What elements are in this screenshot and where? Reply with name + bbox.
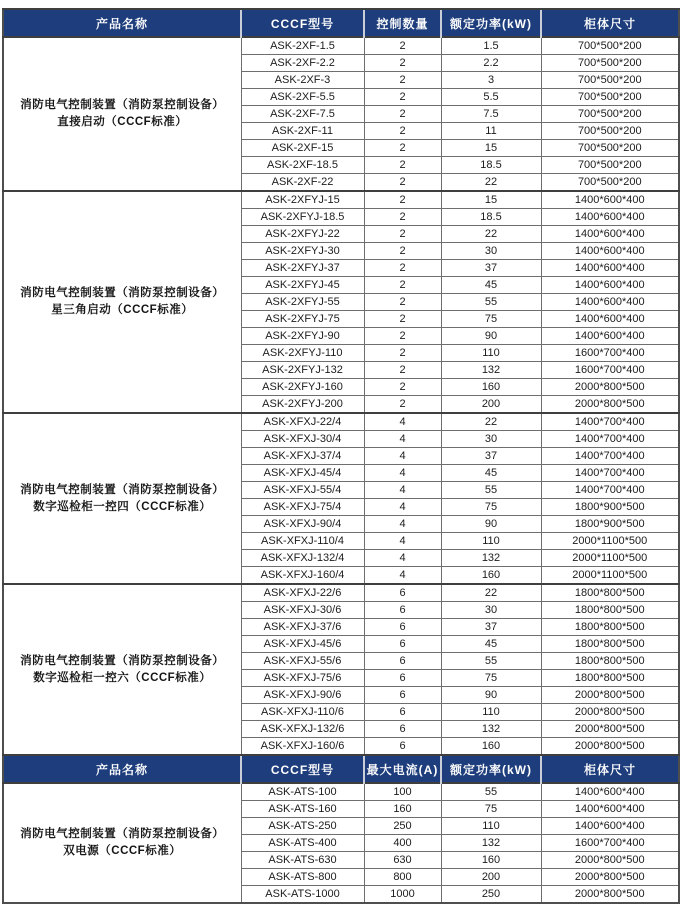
model-cell: ASK-ATS-1000 xyxy=(241,886,364,904)
cabinet-size-cell: 1400*600*400 xyxy=(541,294,679,311)
cabinet-size-cell: 1800*800*500 xyxy=(541,653,679,670)
product-name-line: 消防电气控制装置（消防泵控制设备） xyxy=(20,287,225,299)
product-name-cell xyxy=(3,584,241,755)
power-cell: 90 xyxy=(441,328,541,345)
quantity-cell: 6 xyxy=(364,619,441,636)
model-cell: ASK-2XFYJ-55 xyxy=(241,294,364,311)
quantity-cell: 400 xyxy=(364,835,441,852)
cabinet-size-cell: 1400*600*400 xyxy=(541,311,679,328)
power-cell: 45 xyxy=(441,636,541,653)
product-spec-table xyxy=(2,8,680,904)
quantity-cell: 2 xyxy=(364,174,441,192)
quantity-cell: 2 xyxy=(364,294,441,311)
model-cell: ASK-2XFYJ-75 xyxy=(241,311,364,328)
power-cell: 3 xyxy=(441,72,541,89)
power-cell: 5.5 xyxy=(441,89,541,106)
table-row xyxy=(3,37,679,55)
model-cell: ASK-2XFYJ-45 xyxy=(241,277,364,294)
quantity-cell: 250 xyxy=(364,818,441,835)
product-name-line: 双电源（CCCF标准） xyxy=(63,845,182,857)
quantity-cell: 6 xyxy=(364,687,441,704)
cabinet-size-cell: 1400*700*400 xyxy=(541,482,679,499)
column-header: 产品名称 xyxy=(3,755,241,783)
table-row xyxy=(3,783,679,801)
cabinet-size-cell: 1400*600*400 xyxy=(541,191,679,209)
model-cell: ASK-2XFYJ-30 xyxy=(241,243,364,260)
product-name-line: 消防电气控制装置（消防泵控制设备） xyxy=(20,99,225,111)
cabinet-size-cell: 700*500*200 xyxy=(541,123,679,140)
quantity-cell: 2 xyxy=(364,191,441,209)
power-cell: 15 xyxy=(441,140,541,157)
cabinet-size-cell: 1400*600*400 xyxy=(541,328,679,345)
power-cell: 110 xyxy=(441,818,541,835)
power-cell: 75 xyxy=(441,801,541,818)
power-cell: 55 xyxy=(441,783,541,801)
model-cell: ASK-XFXJ-37/4 xyxy=(241,448,364,465)
product-name-line: 星三角启动（CCCF标准） xyxy=(51,304,194,316)
power-cell: 18.5 xyxy=(441,209,541,226)
power-cell: 132 xyxy=(441,550,541,567)
model-cell: ASK-XFXJ-45/6 xyxy=(241,636,364,653)
model-cell: ASK-2XF-7.5 xyxy=(241,106,364,123)
product-name-cell xyxy=(3,37,241,191)
quantity-cell: 2 xyxy=(364,277,441,294)
model-cell: ASK-2XFYJ-37 xyxy=(241,260,364,277)
quantity-cell: 2 xyxy=(364,260,441,277)
cabinet-size-cell: 1800*800*500 xyxy=(541,619,679,636)
cabinet-size-cell: 1800*800*500 xyxy=(541,670,679,687)
power-cell: 37 xyxy=(441,260,541,277)
model-cell: ASK-2XF-2.2 xyxy=(241,55,364,72)
quantity-cell: 2 xyxy=(364,328,441,345)
product-name-line: 数字巡检柜一控四（CCCF标准） xyxy=(33,500,212,513)
quantity-cell: 6 xyxy=(364,721,441,738)
quantity-cell: 2 xyxy=(364,226,441,243)
cabinet-size-cell: 1400*700*400 xyxy=(541,413,679,431)
cabinet-size-cell: 1600*700*400 xyxy=(541,835,679,852)
quantity-cell: 6 xyxy=(364,738,441,756)
quantity-cell: 2 xyxy=(364,345,441,362)
power-cell: 110 xyxy=(441,533,541,550)
power-cell: 15 xyxy=(441,191,541,209)
cabinet-size-cell: 1400*700*400 xyxy=(541,465,679,482)
model-cell: ASK-ATS-100 xyxy=(241,783,364,801)
quantity-cell: 2 xyxy=(364,243,441,260)
power-cell: 200 xyxy=(441,396,541,414)
power-cell: 160 xyxy=(441,379,541,396)
cabinet-size-cell: 2000*800*500 xyxy=(541,869,679,886)
power-cell: 75 xyxy=(441,311,541,328)
quantity-cell: 2 xyxy=(364,37,441,55)
power-cell: 22 xyxy=(441,226,541,243)
power-cell: 37 xyxy=(441,448,541,465)
power-cell: 30 xyxy=(441,243,541,260)
power-cell: 110 xyxy=(441,345,541,362)
quantity-cell: 4 xyxy=(364,499,441,516)
quantity-cell: 4 xyxy=(364,516,441,533)
model-cell: ASK-2XF-22 xyxy=(241,174,364,192)
quantity-cell: 2 xyxy=(364,362,441,379)
cabinet-size-cell: 1600*700*400 xyxy=(541,345,679,362)
quantity-cell: 2 xyxy=(364,123,441,140)
cabinet-size-cell: 1600*700*400 xyxy=(541,362,679,379)
quantity-cell: 2 xyxy=(364,311,441,328)
quantity-cell: 6 xyxy=(364,602,441,619)
product-name-line: 直接启动（CCCF标准） xyxy=(57,116,188,128)
power-cell: 22 xyxy=(441,413,541,431)
model-cell: ASK-2XFYJ-18.5 xyxy=(241,209,364,226)
table-header-row xyxy=(3,755,679,783)
quantity-cell: 4 xyxy=(364,550,441,567)
cabinet-size-cell: 1400*600*400 xyxy=(541,226,679,243)
power-cell: 132 xyxy=(441,721,541,738)
column-header: 柜体尺寸 xyxy=(541,9,679,37)
power-cell: 160 xyxy=(441,567,541,585)
model-cell: ASK-XFXJ-75/6 xyxy=(241,670,364,687)
quantity-cell: 4 xyxy=(364,431,441,448)
model-cell: ASK-ATS-800 xyxy=(241,869,364,886)
quantity-cell: 2 xyxy=(364,157,441,174)
product-name-line: 消防电气控制装置（消防泵控制设备） xyxy=(20,654,225,667)
quantity-cell: 630 xyxy=(364,852,441,869)
model-cell: ASK-2XF-3 xyxy=(241,72,364,89)
product-name-line: 数字巡检柜一控六（CCCF标准） xyxy=(33,671,212,684)
power-cell: 132 xyxy=(441,362,541,379)
quantity-cell: 4 xyxy=(364,567,441,585)
cabinet-size-cell: 1400*600*400 xyxy=(541,260,679,277)
model-cell: ASK-2XFYJ-110 xyxy=(241,345,364,362)
model-cell: ASK-XFXJ-22/4 xyxy=(241,413,364,431)
cabinet-size-cell: 1400*700*400 xyxy=(541,448,679,465)
quantity-cell: 4 xyxy=(364,413,441,431)
product-name-cell xyxy=(3,413,241,584)
column-header: 控制数量 xyxy=(364,9,441,37)
model-cell: ASK-2XF-18.5 xyxy=(241,157,364,174)
model-cell: ASK-ATS-630 xyxy=(241,852,364,869)
quantity-cell: 6 xyxy=(364,653,441,670)
model-cell: ASK-XFXJ-22/6 xyxy=(241,584,364,602)
model-cell: ASK-ATS-160 xyxy=(241,801,364,818)
power-cell: 45 xyxy=(441,277,541,294)
column-header: 产品名称 xyxy=(3,9,241,37)
quantity-cell: 4 xyxy=(364,465,441,482)
quantity-cell: 100 xyxy=(364,783,441,801)
power-cell: 30 xyxy=(441,602,541,619)
power-cell: 7.5 xyxy=(441,106,541,123)
cabinet-size-cell: 700*500*200 xyxy=(541,174,679,192)
power-cell: 160 xyxy=(441,738,541,756)
quantity-cell: 6 xyxy=(364,636,441,653)
power-cell: 11 xyxy=(441,123,541,140)
cabinet-size-cell: 700*500*200 xyxy=(541,106,679,123)
model-cell: ASK-2XFYJ-200 xyxy=(241,396,364,414)
table-header-row xyxy=(3,9,679,37)
power-cell: 90 xyxy=(441,687,541,704)
cabinet-size-cell: 1400*600*400 xyxy=(541,209,679,226)
cabinet-size-cell: 2000*800*500 xyxy=(541,687,679,704)
column-header: 额定功率(kW) xyxy=(441,755,541,783)
model-cell: ASK-XFXJ-132/6 xyxy=(241,721,364,738)
cabinet-size-cell: 700*500*200 xyxy=(541,72,679,89)
cabinet-size-cell: 2000*800*500 xyxy=(541,396,679,414)
power-cell: 160 xyxy=(441,852,541,869)
quantity-cell: 4 xyxy=(364,533,441,550)
model-cell: ASK-2XFYJ-160 xyxy=(241,379,364,396)
model-cell: ASK-XFXJ-37/6 xyxy=(241,619,364,636)
power-cell: 45 xyxy=(441,465,541,482)
model-cell: ASK-2XFYJ-15 xyxy=(241,191,364,209)
cabinet-size-cell: 1800*800*500 xyxy=(541,602,679,619)
model-cell: ASK-2XFYJ-132 xyxy=(241,362,364,379)
model-cell: ASK-2XF-5.5 xyxy=(241,89,364,106)
power-cell: 250 xyxy=(441,886,541,904)
model-cell: ASK-ATS-400 xyxy=(241,835,364,852)
product-name-line: 消防电气控制装置（消防泵控制设备） xyxy=(20,483,225,496)
power-cell: 22 xyxy=(441,584,541,602)
product-name-line: 消防电气控制装置（消防泵控制设备） xyxy=(20,828,225,840)
quantity-cell: 2 xyxy=(364,379,441,396)
cabinet-size-cell: 2000*800*500 xyxy=(541,379,679,396)
product-name-cell xyxy=(3,191,241,413)
model-cell: ASK-XFXJ-132/4 xyxy=(241,550,364,567)
model-cell: ASK-XFXJ-160/4 xyxy=(241,567,364,585)
cabinet-size-cell: 1400*700*400 xyxy=(541,431,679,448)
power-cell: 18.5 xyxy=(441,157,541,174)
cabinet-size-cell: 700*500*200 xyxy=(541,89,679,106)
cabinet-size-cell: 2000*800*500 xyxy=(541,704,679,721)
power-cell: 90 xyxy=(441,516,541,533)
quantity-cell: 2 xyxy=(364,55,441,72)
model-cell: ASK-2XFYJ-90 xyxy=(241,328,364,345)
quantity-cell: 2 xyxy=(364,72,441,89)
model-cell: ASK-XFXJ-30/6 xyxy=(241,602,364,619)
table-row xyxy=(3,191,679,209)
table-row xyxy=(3,413,679,431)
model-cell: ASK-XFXJ-30/4 xyxy=(241,431,364,448)
quantity-cell: 1000 xyxy=(364,886,441,904)
column-header: CCCF型号 xyxy=(241,9,364,37)
cabinet-size-cell: 2000*800*500 xyxy=(541,886,679,904)
cabinet-size-cell: 2000*1100*500 xyxy=(541,550,679,567)
cabinet-size-cell: 1400*600*400 xyxy=(541,243,679,260)
cabinet-size-cell: 700*500*200 xyxy=(541,37,679,55)
model-cell: ASK-XFXJ-55/4 xyxy=(241,482,364,499)
model-cell: ASK-XFXJ-160/6 xyxy=(241,738,364,756)
quantity-cell: 2 xyxy=(364,106,441,123)
power-cell: 37 xyxy=(441,619,541,636)
cabinet-size-cell: 1400*600*400 xyxy=(541,818,679,835)
power-cell: 132 xyxy=(441,835,541,852)
cabinet-size-cell: 2000*800*500 xyxy=(541,852,679,869)
power-cell: 75 xyxy=(441,670,541,687)
quantity-cell: 2 xyxy=(364,396,441,414)
model-cell: ASK-XFXJ-110/6 xyxy=(241,704,364,721)
product-name-cell xyxy=(3,783,241,903)
cabinet-size-cell: 700*500*200 xyxy=(541,140,679,157)
cabinet-size-cell: 2000*800*500 xyxy=(541,721,679,738)
cabinet-size-cell: 1800*800*500 xyxy=(541,584,679,602)
quantity-cell: 6 xyxy=(364,704,441,721)
quantity-cell: 6 xyxy=(364,670,441,687)
power-cell: 22 xyxy=(441,174,541,192)
model-cell: ASK-XFXJ-75/4 xyxy=(241,499,364,516)
quantity-cell: 2 xyxy=(364,209,441,226)
quantity-cell: 4 xyxy=(364,448,441,465)
power-cell: 30 xyxy=(441,431,541,448)
cabinet-size-cell: 1400*600*400 xyxy=(541,277,679,294)
model-cell: ASK-2XFYJ-22 xyxy=(241,226,364,243)
cabinet-size-cell: 1400*600*400 xyxy=(541,783,679,801)
cabinet-size-cell: 2000*1100*500 xyxy=(541,567,679,585)
quantity-cell: 2 xyxy=(364,89,441,106)
cabinet-size-cell: 1800*900*500 xyxy=(541,499,679,516)
model-cell: ASK-2XF-15 xyxy=(241,140,364,157)
cabinet-size-cell: 2000*800*500 xyxy=(541,738,679,756)
column-header: CCCF型号 xyxy=(241,755,364,783)
cabinet-size-cell: 1400*600*400 xyxy=(541,801,679,818)
model-cell: ASK-ATS-250 xyxy=(241,818,364,835)
power-cell: 55 xyxy=(441,653,541,670)
power-cell: 75 xyxy=(441,499,541,516)
column-header: 额定功率(kW) xyxy=(441,9,541,37)
model-cell: ASK-XFXJ-90/6 xyxy=(241,687,364,704)
quantity-cell: 6 xyxy=(364,584,441,602)
power-cell: 55 xyxy=(441,482,541,499)
model-cell: ASK-2XF-1.5 xyxy=(241,37,364,55)
quantity-cell: 2 xyxy=(364,140,441,157)
cabinet-size-cell: 2000*1100*500 xyxy=(541,533,679,550)
quantity-cell: 800 xyxy=(364,869,441,886)
cabinet-size-cell: 700*500*200 xyxy=(541,157,679,174)
model-cell: ASK-2XF-11 xyxy=(241,123,364,140)
model-cell: ASK-XFXJ-45/4 xyxy=(241,465,364,482)
power-cell: 200 xyxy=(441,869,541,886)
model-cell: ASK-XFXJ-90/4 xyxy=(241,516,364,533)
table-row xyxy=(3,584,679,602)
column-header: 柜体尺寸 xyxy=(541,755,679,783)
cabinet-size-cell: 700*500*200 xyxy=(541,55,679,72)
cabinet-size-cell: 1800*900*500 xyxy=(541,516,679,533)
model-cell: ASK-XFXJ-55/6 xyxy=(241,653,364,670)
cabinet-size-cell: 1800*800*500 xyxy=(541,636,679,653)
quantity-cell: 4 xyxy=(364,482,441,499)
power-cell: 2.2 xyxy=(441,55,541,72)
power-cell: 1.5 xyxy=(441,37,541,55)
model-cell: ASK-XFXJ-110/4 xyxy=(241,533,364,550)
power-cell: 55 xyxy=(441,294,541,311)
quantity-cell: 160 xyxy=(364,801,441,818)
power-cell: 110 xyxy=(441,704,541,721)
column-header: 最大电流(A) xyxy=(364,755,441,783)
